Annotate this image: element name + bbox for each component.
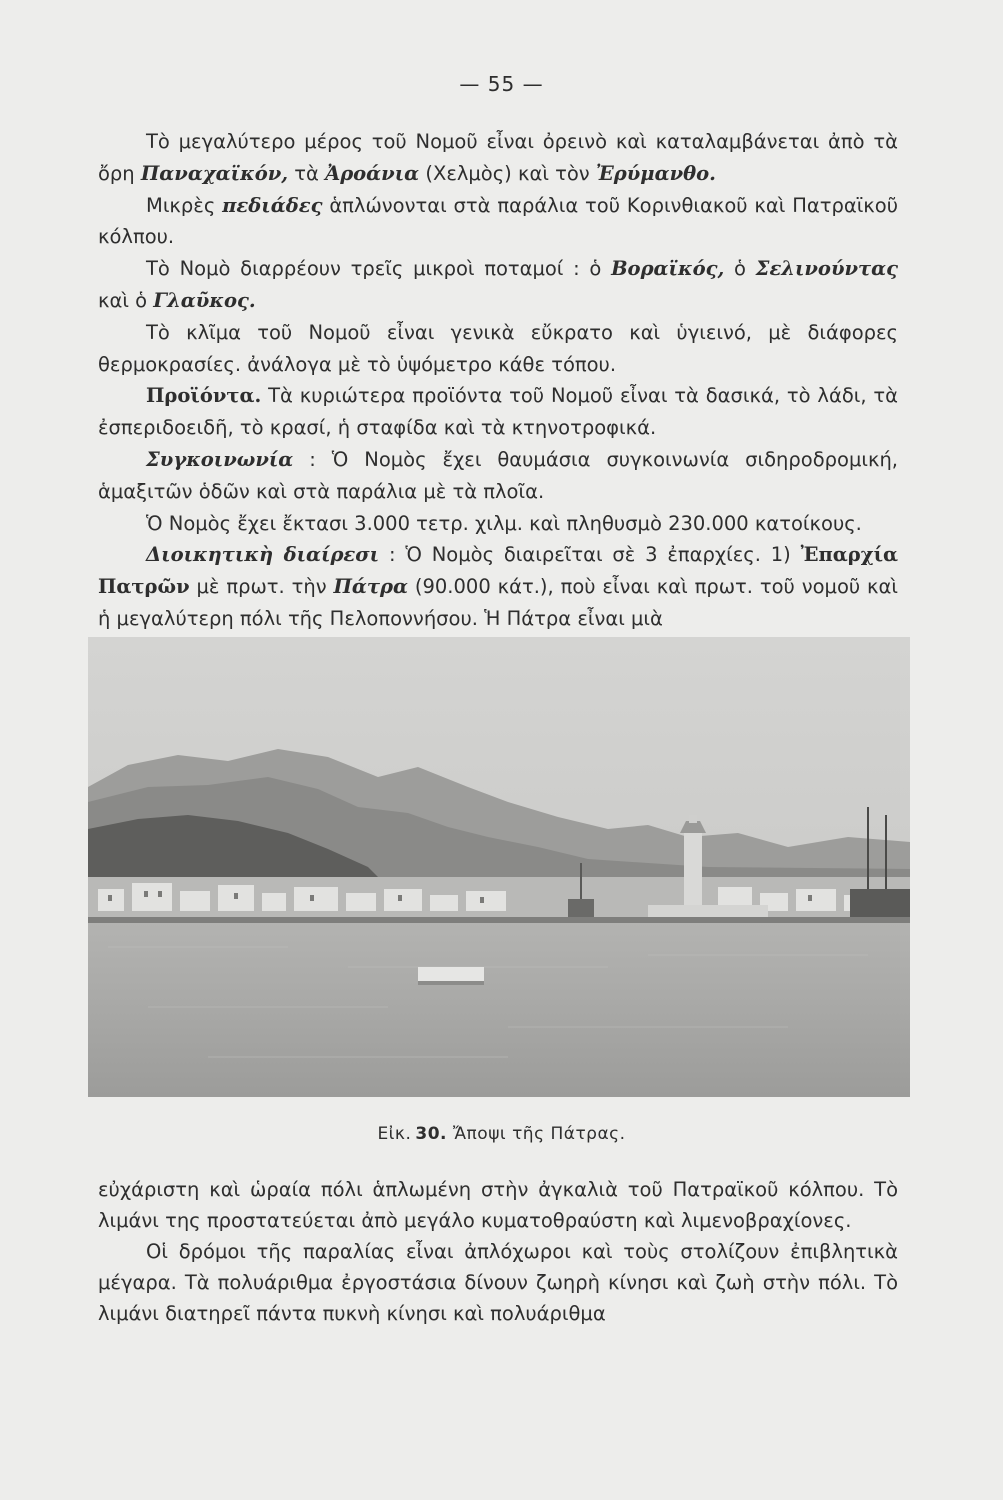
paragraph-area <box>98 508 898 540</box>
text-run: Οἱ δρόμοι τῆς παραλίας εἶναι ἀπλόχωροι καὶ τοὺς στολίζουν ἐπιβλητικὰ μέγαρα. Τὰ πολυάριθμα ἐργοστάσια δίνουν ζωηρὴ κίνησι καὶ ζωὴ στὴν πόλι. Τὸ λιμάνι διατηρεῖ πάντα πυκνὴ κίνησι καὶ πολυάριθμα <box>98 1240 898 1325</box>
text-run: Τὸ κλῖμα τοῦ Νομοῦ εἶναι γενικὰ εὔκρατο καὶ ὑγιεινό, μὲ διάφορες θερμοκρασίες. ἀνάλογα μὲ τὸ ὑψόμετρο κάθε τόπου. <box>98 320 898 376</box>
emphasized-term: Ἐπαρχία Πατρῶν <box>98 543 899 599</box>
emphasized-term: Πάτρα <box>333 575 408 599</box>
paragraph-rivers <box>98 253 898 317</box>
text-run: (Χελμὸς) καὶ τὸν <box>419 161 596 185</box>
text-run: Τὸ μεγαλύτερο μέρος τοῦ Νομοῦ εἶναι ὀρεινὸ καὶ καταλαμβάνεται ἀπὸ τὰ ὄρη <box>98 130 898 185</box>
figure-title: Ἄποψι τῆς Πάτρας. <box>452 1124 626 1144</box>
text-run: : Ὁ Νομὸς ἔχει θαυμάσια συγκοινωνία σιδηροδρομική, ἁμαξιτῶν ὁδῶν καὶ στὰ παράλια μὲ τὰ πλοῖα. <box>98 447 898 503</box>
text-run: μὲ πρωτ. τὴν <box>189 575 334 599</box>
text-run: ἁπλώνονται στὰ παράλια τοῦ Κορινθιακοῦ καὶ Πατραϊκοῦ κόλπου. <box>98 193 898 249</box>
text-run: Τὰ κυριώτερα προϊόντα τοῦ Νομοῦ εἶναι τὰ δασικά, τὸ λάδι, τὰ ἐσπεριδοειδῆ, τὸ κρασί, ἡ σταφίδα καὶ τὰ κτηνοτροφικά. <box>98 384 898 440</box>
patras-harbor-photo <box>88 637 910 1097</box>
emphasized-term: Βοραϊκός, <box>611 257 725 281</box>
emphasized-term: Γλαῦκος. <box>153 288 256 312</box>
text-run: Μικρὲς <box>146 193 223 217</box>
text-run: : Ὁ Νομὸς διαιρεῖται σὲ 3 ἐπαρχίες. 1) <box>379 543 801 567</box>
text-run: τὰ <box>288 161 326 185</box>
emphasized-term: Προϊόντα. <box>146 384 262 408</box>
text-run: Τὸ Νομὸ διαρρέουν τρεῖς μικροὶ ποταμοί : ὁ <box>146 257 612 281</box>
top-text-block <box>98 126 898 635</box>
figure-number: 30. <box>415 1124 447 1144</box>
emphasized-term: Σελινούντας <box>755 257 899 281</box>
emphasized-term: Διοικητικὴ διαίρεσι <box>146 543 380 567</box>
text-run: εὐχάριστη καὶ ὡραία πόλι ἁπλωμένη στὴν ἀγκαλιὰ τοῦ Πατραϊκοῦ κόλπου. Τὸ λιμάνι της προστατεύεται ἀπὸ μεγάλο κυματοθραύστη καὶ λιμενοβραχίονες. <box>98 1178 898 1232</box>
paragraph-city-continued <box>98 1174 898 1236</box>
paragraph-climate <box>98 317 898 381</box>
paragraph-products <box>98 380 898 444</box>
emphasized-term: Ἀροάνια <box>325 161 420 185</box>
emphasized-term: Συγκοινωνία <box>146 447 294 471</box>
bottom-text-block <box>98 1174 898 1329</box>
text-run: Ὁ Νομὸς ἔχει ἔκτασι 3.000 τετρ. χιλμ. καὶ πληθυσμὸ 230.000 κατοίκους. <box>146 511 862 535</box>
paragraph-transport <box>98 444 898 508</box>
emphasized-term: πεδιάδες <box>222 193 323 217</box>
text-run: (90.000 κάτ.), ποὺ εἶναι καὶ πρωτ. τοῦ νομοῦ καὶ ἡ μεγαλύτερη πόλι τῆς Πελοποννήσου. Ἡ Πάτρα εἶναι μιὰ <box>98 575 898 630</box>
figure-label: Εἰκ. <box>377 1124 412 1144</box>
emphasized-term: Ἐρύμανθο. <box>595 161 716 185</box>
text-run: ὁ <box>724 257 756 281</box>
figure-caption <box>0 1124 1003 1144</box>
emphasized-term: Παναχαϊκόν, <box>140 161 289 185</box>
text-run: καὶ ὁ <box>98 288 154 312</box>
page-number: — 55 — <box>459 72 544 96</box>
paragraph-division <box>98 539 898 634</box>
paragraph-mountains <box>98 126 898 190</box>
paragraph-plains <box>98 190 898 254</box>
paragraph-streets <box>98 1236 898 1329</box>
